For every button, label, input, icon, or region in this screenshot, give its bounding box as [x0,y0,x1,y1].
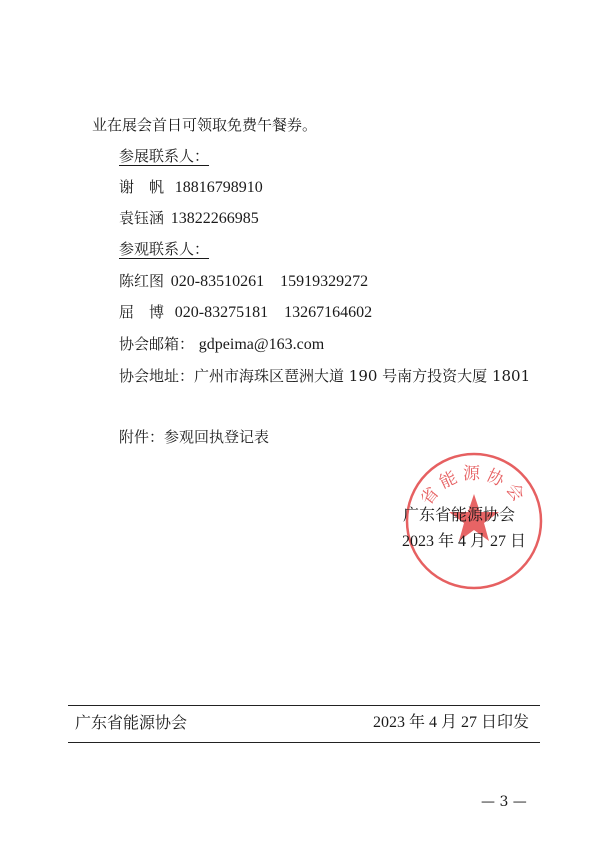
exhibit-contacts-heading: 参展联系人： [119,147,210,165]
address-label: 协会地址： [119,367,195,385]
exhibit-contact-2 [119,208,259,229]
contact-phone: 020-83510261 15919329272 [170,273,369,290]
signature-date: 2023 年 4 月 27 日 [402,533,527,550]
visit-contacts-heading: 参观联系人： [119,240,210,258]
contact-phone: 13822266985 [170,210,259,227]
association-email-line [119,334,324,355]
attachment-line: 附件：参观回执登记表 [119,428,270,446]
email-label: 协会邮箱： [119,335,195,353]
footer-top-rule [68,705,540,706]
contact-name: 屈 博 [119,303,165,321]
association-address-line [119,366,530,386]
address-text: 广州市海珠区琶洲大道 190 号南方投资大厦 1801 [194,367,531,385]
footer-bottom-rule [68,742,540,743]
footer-organization: 广东省能源协会 [75,713,188,732]
body-continuation-line: 业在展会首日可领取免费午餐券。 [92,116,318,134]
email-address: gdpeima@163.com [198,336,325,353]
contact-name: 陈红图 [119,272,165,290]
signature-organization: 广东省能源协会 [403,505,516,524]
contact-phone: 18816798910 [174,179,263,196]
contact-phone: 020-83275181 13267164602 [174,304,373,321]
visit-contact-2 [119,302,372,323]
contact-name: 谢 帆 [119,178,165,196]
exhibit-contact-1 [119,177,263,198]
seal-arc-text: 省能源协会 [417,464,531,510]
footer-print-date: 2023 年 4 月 27 日印发 [373,714,530,731]
contact-name: 袁钰涵 [119,209,165,227]
page-number: — 3 — [481,794,527,810]
visit-contact-1 [119,271,368,292]
